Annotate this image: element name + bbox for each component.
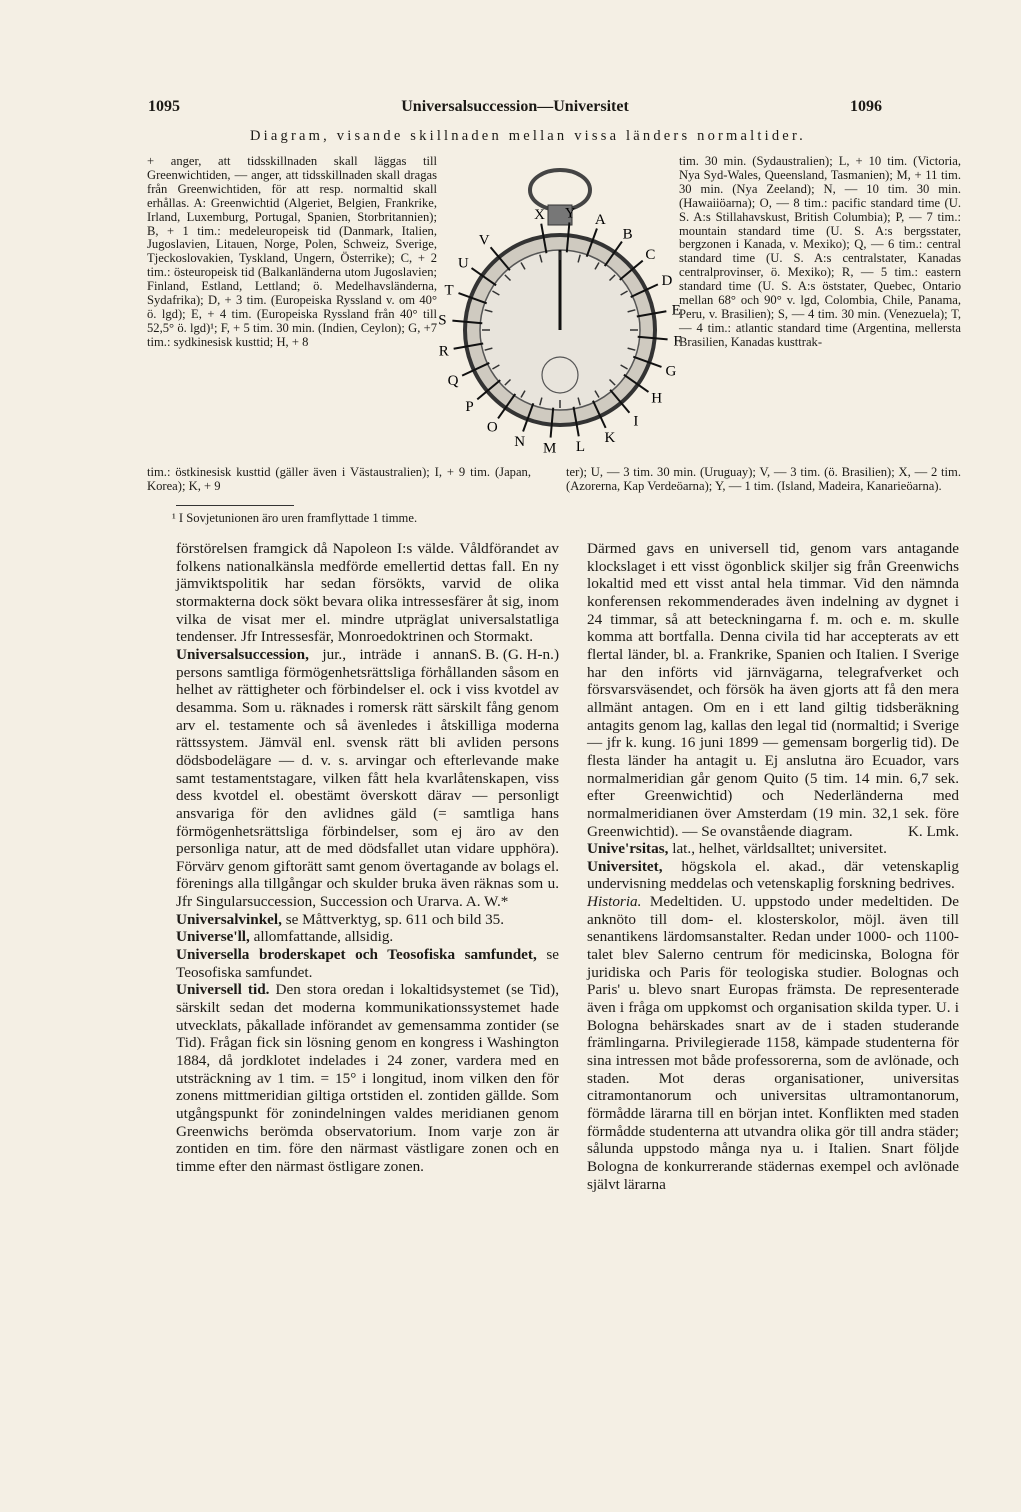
page-number-left: 1095 (148, 98, 180, 115)
zone-letter: R (438, 343, 449, 360)
entry-heading: Universalvinkel, (176, 910, 282, 928)
diagram-legend-left: + anger, att tidsskillnaden skall läggas till Greenwichtiden, — anger, att tidsskillnaden skall dragas från Greenwichtiden, för att resp. normaltid skall erhållas. A: Greenwichtid (Algeriet, Belgien, Frankrike, Irland, Luxemburg, Portugal, Spanien, Storbritannien); B, + 1 tim.: medeleuropeisk tid (Danmark, Italien, Jugoslavien, Litauen, Norge, Polen, Schweiz, Sverige, Tjeckoslovakien, Tyskland, Ungern, Österrike); C, + 2 tim.: östeuropeisk tid (Balkanländerna utom Jugoslavien; Finland, Estland, Lettland; ö. Medelhavsländerna, Sydafrika); D, + 3 tim. (Europeiska Ryssland v. om 40° ö. lgd); E, + 4 tim. (Europeiska Ryssland från 40° till 52,5° ö. lgd)¹; F, + 5 tim. 30 min. (Indien, Ceylon); G, +7 tim.: sydkinesisk kusttid; H, + 8 (147, 154, 437, 349)
text: Medeltiden. U. uppstodo under medeltiden. De anknöto till dom- el. klosterskolor, möjl. även till senantikens lärdomsanstalter. Redan under 1000- och 1100-talet blev Salerno centrum för medicinska, Bologna för juridiska och Paris för teologiska studier. Bolognas och Paris' u. blevo snart Europas främsta. De representerade även i fråga om uppkomst och organisation skilda typer. U. i Bologna behärskades snart av de i staden studerande främlingarna. Privilegierade 1158, kämpade studenterna för sina intressen mot både professorerna, som de avlönade, och staden. Mot deras organisationer, universitas citramontanorum och universitas ultramontanorum, förmådde lärarna till en början intet. Konflikten med staden förmådde studenterna att utvandra olika gör till andra städer; sålunda uppstodo många nya u. i Italien. Snart följde Bologna de konkurrerande städernas exempel och avlönade självt lärarna (587, 893, 959, 1193)
column-2 (587, 540, 959, 1193)
text: högskola el. akad., där vetenskaplig undervisning meddelas och vetenskaplig forskning bedrives. (587, 857, 959, 893)
zone-letter: S (438, 312, 447, 329)
article-paragraph (587, 858, 959, 893)
article-paragraph (587, 540, 959, 840)
diagram-legend-bottom-right: ter); U, — 3 tim. 30 min. (Uruguay); V, — 3 tim. (ö. Brasilien); X, — 2 tim. (Azorerna, Kap Verdeöarna); Y, — 1 tim. (Island, Madeira, Kanarieöarna). (566, 465, 961, 493)
zone-letter: I (633, 413, 639, 430)
entry-heading: Universalsuccession, (176, 645, 309, 663)
zone-letter: T (444, 282, 454, 299)
zone-letter: H (651, 390, 663, 407)
article-paragraph (587, 893, 959, 1193)
zone-letter: U (457, 255, 469, 272)
text: se Teosofiska samfundet. (176, 946, 560, 981)
zone-letter: K (604, 429, 616, 446)
article-paragraph (176, 911, 559, 929)
signature: S. B. (G. H-n.) (469, 645, 559, 663)
section-heading: Historia. (587, 893, 642, 911)
diagram-legend-right: tim. 30 min. (Sydaustralien); L, + 10 tim. (Victoria, Nya Syd-Wales, Queensland, Tasmanien); M, + 11 tim. 30 min. (Nya Zeeland); N, — 10 tim. 30 min. (Hawaiiöarna); O, — 8 tim.: pacific standard time (U. S. A:s Stillahavskust, British Columbia); P, — 7 tim.: mountain standard time (U. S. A:s bergsstater, bergzonen i Kanada, v. Mexiko); Q, — 6 tim.: central standard time (U. S. A:s centralstater, Kanadas centralprovinser, ö. Mexiko); R, — 5 tim.: eastern standard time (U. S. A:s öststater, Quebec, Ontario mellan 68° och 90° v. lgd, Colombia, Chile, Panama, Peru, v. Brasilien); S, — 4 tim. 30 min. (Venezuela); T, — 4 tim.: atlantic standard time (Argentina, mellersta Brasilien, Kanadas kusttrak- (679, 154, 961, 349)
zone-letter: G (665, 363, 677, 380)
footnote: ¹ I Sovjetunionen äro uren framflyttade 1 timme. (172, 511, 418, 525)
zone-letter: P (465, 398, 474, 415)
text: Därmed gavs en universell tid, genom vars antagande klockslaget i ett visst ögonblick skiljer sig från Greenwichs lokaltid med ett visst antal hela timmar. Vid den nämnda konferensen rekommenderades även indelning av dygnet i 24 timmar, så att beteckningarna f. m. och e. m. skulle komma att bortfalla. Denna civila tid har accepterats av ett flertal länder, bl. a. Frankrike, Spanien och Italien. I Sverige har den införts vid järnvägarna, telegrafverket och försvarsväsendet, och försök ha även gjorts att få den mera allmänt antagen. Om en i ett land giltig tidsberäkning antagits genom lag, kallas den legal tid (normaltid; i Sverige — jfr k. kung. 16 juni 1899 — gemensam borgerlig tid). De flesta länder ha antagit u. Ej anslutna äro Ecuador, vars normalmeridian går genom Quito (5 tim. 14 min. 6,7 sek. efter Greenwichtid) och Nederländerna med normalmeridianen över Amsterdam (19 min. 32,1 sek. före Greenwichtid). — Se ovanstående diagram. (587, 540, 959, 840)
entry-heading: Universell tid. (176, 981, 270, 999)
column-1 (176, 540, 559, 1176)
zone-letter: Y (564, 205, 576, 222)
text: jur., inträde i annan persons samtliga förmögenhetsrättsliga förhållanden såsom en helhet av rättigheter och förbindelser el. ock i viss kvotdel av desamma. Som u. räknades i romersk rätt särskilt fång genom arv el. testamente och så ävenledes i åtskilliga moderna rättssystem. Jämväl enl. svensk rätt bli avliden persons dödsbodelägare — d. v. s. arvingar och efterlevande make samt testamentstagare, vilken fått hela kvarlåtenskapen, viss dess kvotdel el. obestämt överskott därav — personligt ansvariga för den avlidnes gäld (= samtliga hans förmögenhetsrättsliga förbindelser, som ej äro av den personliga natur, att de med dödsfallet utan vidare upphöra). Förvärv genom giftorätt samt genom övertagande av bolags el. förenings alla tillgångar och skulder bruka även räknas som u. Jfr Singularsuccession, Succession och Urarva. A. W.* (176, 645, 559, 911)
article-paragraph (176, 646, 559, 911)
zone-letter: N (514, 433, 526, 450)
diagram-title: Diagram, visande skillnaden mellan vissa länders normaltider. (250, 128, 806, 144)
entry-heading: Unive'rsitas, (587, 840, 669, 858)
text: Den stora oredan i lokaltidsystemet (se Tid), särskilt sedan det moderna kommunikationssystemet hade utvecklats, påkallade införandet av gemensamma zontider (se Tid). Frågan fick sin lösning genom en kongress i Washington 1884, då jordklotet indelades i 24 zoner, vardera med en utsträckning av 1 tim. = 15° i longitud, inom vilken den för zonens mittmeridian giltiga ortstiden el. zontiden gällde. Som utgångspunkt för zonindelningen valdes meridianen genom Greenwichs berömda observatorium. Inom varje zon är zontiden en tim. före den närmast västligare zonen och en timme efter den närmast östligare zonen. (176, 981, 559, 1175)
article-paragraph (176, 946, 559, 981)
entry-heading: Universe'll, (176, 928, 250, 946)
zone-letter: F (673, 333, 682, 350)
zone-letter: C (645, 247, 656, 264)
zone-letter: Q (447, 372, 459, 389)
zone-letter: D (661, 273, 673, 290)
entry-heading: Universitet, (587, 857, 663, 875)
zone-letter: E (671, 302, 681, 319)
zone-letter: M (543, 440, 557, 457)
zone-letter: A (594, 212, 606, 229)
text: allomfattande, allsidig. (249, 928, 394, 946)
zone-letter: V (478, 232, 490, 249)
article-paragraph (176, 981, 559, 1175)
text: lat., helhet, världsalltet; universitet. (668, 840, 887, 858)
article-paragraph (176, 928, 559, 946)
diagram-legend-bottom-left: tim.: östkinesisk kusttid (gäller även i Västaustralien); I, + 9 tim. (Japan, Korea); K, + 9 (147, 465, 531, 493)
zone-letter: X (534, 206, 545, 223)
page-number-right: 1096 (850, 98, 882, 115)
text: förstörelsen framgick då Napoleon I:s välde. Våldförandet av folkens nationalkänsla medförde emellertid dettas fall. En ny jämviktspolitik har sedan försökts, varvid de olika stormakterna dock sökt bevara olika intressesfärer åt sig, inom vilka de visat mer el. mindre utpräglat universalstatliga tendenser. Jfr Intressesfär, Monroedoktrinen och Stormakt. (176, 540, 559, 646)
page-header (148, 98, 882, 118)
zone-letter: L (575, 439, 586, 456)
text: se Måttverktyg, sp. 611 och bild 35. (281, 910, 505, 928)
entry-heading: Universella broderskapet och Teosofiska samfundet, (176, 946, 537, 964)
clock-diagram (430, 160, 680, 460)
footnote-rule (176, 505, 294, 506)
zone-letter: B (622, 226, 633, 243)
article-paragraph (587, 840, 959, 858)
running-title: Universalsuccession—Universitet (401, 98, 629, 115)
zone-letter: O (486, 419, 498, 436)
signature: K. Lmk. (907, 822, 959, 840)
